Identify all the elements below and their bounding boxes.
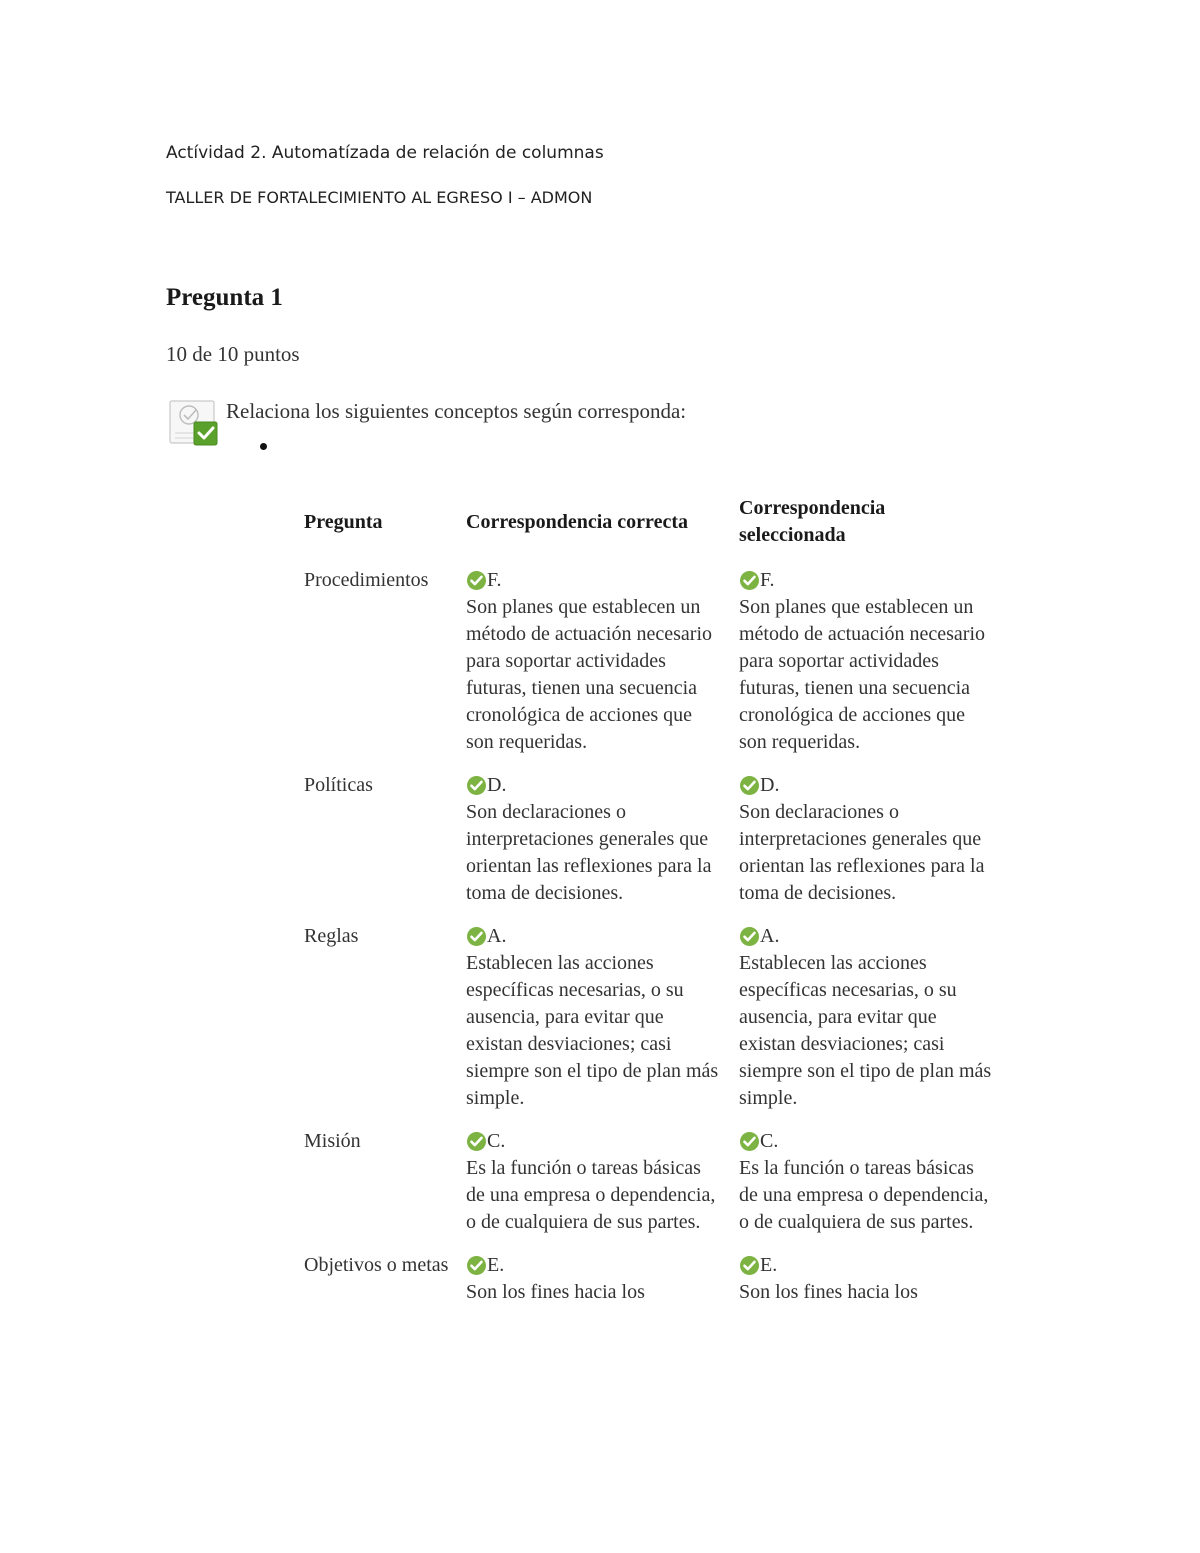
row-selected-cell (731, 563, 1004, 768)
row-correct-letter: D. (487, 774, 507, 796)
document-title: Actívidad 2. Automatízada de relación de columnas (166, 143, 604, 163)
check-circle-icon (739, 1255, 760, 1276)
row-correct-letter: C. (487, 1130, 506, 1152)
row-selected-cell (731, 1248, 1004, 1318)
check-circle-icon (466, 775, 487, 796)
row-correct-cell (458, 563, 731, 768)
header-selected: Correspondencia seleccionada (739, 497, 886, 546)
row-selected-letter: A. (760, 925, 780, 947)
row-selected-text: Son declaraciones o interpretaciones generales que orientan las reflexiones para la toma de decisiones. (739, 801, 985, 904)
table-row (296, 768, 1004, 919)
row-selected-cell (731, 768, 1004, 919)
row-selected-text: Son planes que establecen un método de actuación necesario para soportar actividades futuras, tienen una secuencia cronológica de acciones que son requeridas. (739, 596, 985, 753)
answers-table (296, 493, 1004, 1318)
row-concept: Objetivos o metas (304, 1254, 449, 1276)
row-correct-text: Son los fines hacia los (466, 1281, 645, 1303)
header-correct: Correspondencia correcta (466, 510, 688, 533)
row-selected-text: Es la función o tareas básicas de una empresa o dependencia, o de cualquiera de sus partes. (739, 1157, 989, 1233)
row-correct-text: Son planes que establecen un método de actuación necesario para soportar actividades futuras, tienen una secuencia cronológica de acciones que son requeridas. (466, 596, 712, 753)
table-row (296, 919, 1004, 1124)
row-concept: Procedimientos (304, 569, 429, 591)
row-correct-cell (458, 1124, 731, 1248)
check-circle-icon (466, 1255, 487, 1276)
table-row (296, 1248, 1004, 1318)
row-selected-cell (731, 919, 1004, 1124)
row-correct-letter: E. (487, 1254, 505, 1276)
table-row (296, 1124, 1004, 1248)
row-concept: Misión (304, 1130, 361, 1152)
row-selected-text: Establecen las acciones específicas necesarias, o su ausencia, para evitar que existan desviaciones; casi siempre son el tipo de plan más simple. (739, 952, 992, 1109)
check-circle-icon (739, 926, 760, 947)
table-row (296, 563, 1004, 768)
row-selected-letter: D. (760, 774, 780, 796)
row-correct-text: Son declaraciones o interpretaciones generales que orientan las reflexiones para la toma de decisiones. (466, 801, 712, 904)
check-circle-icon (466, 570, 487, 591)
row-correct-text: Establecen las acciones específicas necesarias, o su ausencia, para evitar que existan desviaciones; casi siempre son el tipo de plan más simple. (466, 952, 719, 1109)
row-selected-letter: C. (760, 1130, 779, 1152)
check-circle-icon (739, 570, 760, 591)
correct-question-icon (167, 397, 221, 449)
header-question: Pregunta (304, 510, 383, 533)
row-correct-cell (458, 768, 731, 919)
row-selected-letter: E. (760, 1254, 778, 1276)
row-correct-letter: F. (487, 569, 502, 591)
bullet-point (260, 443, 267, 450)
row-correct-cell (458, 1248, 731, 1318)
document-subtitle: TALLER DE FORTALECIMIENTO AL EGRESO I – ADMON (166, 188, 593, 207)
row-selected-text: Son los fines hacia los (739, 1281, 918, 1303)
question-title: Pregunta 1 (166, 284, 283, 311)
row-selected-letter: F. (760, 569, 775, 591)
question-points: 10 de 10 puntos (166, 342, 300, 366)
row-correct-letter: A. (487, 925, 507, 947)
row-correct-cell (458, 919, 731, 1124)
check-circle-icon (466, 926, 487, 947)
check-circle-icon (739, 1131, 760, 1152)
question-instruction: Relaciona los siguientes conceptos según corresponda: (226, 399, 687, 423)
row-selected-cell (731, 1124, 1004, 1248)
check-circle-icon (739, 775, 760, 796)
row-correct-text: Es la función o tareas básicas de una empresa o dependencia, o de cualquiera de sus partes. (466, 1157, 716, 1233)
check-circle-icon (466, 1131, 487, 1152)
row-concept: Políticas (304, 774, 373, 796)
table-header-row (296, 493, 1004, 563)
row-concept: Reglas (304, 925, 359, 947)
